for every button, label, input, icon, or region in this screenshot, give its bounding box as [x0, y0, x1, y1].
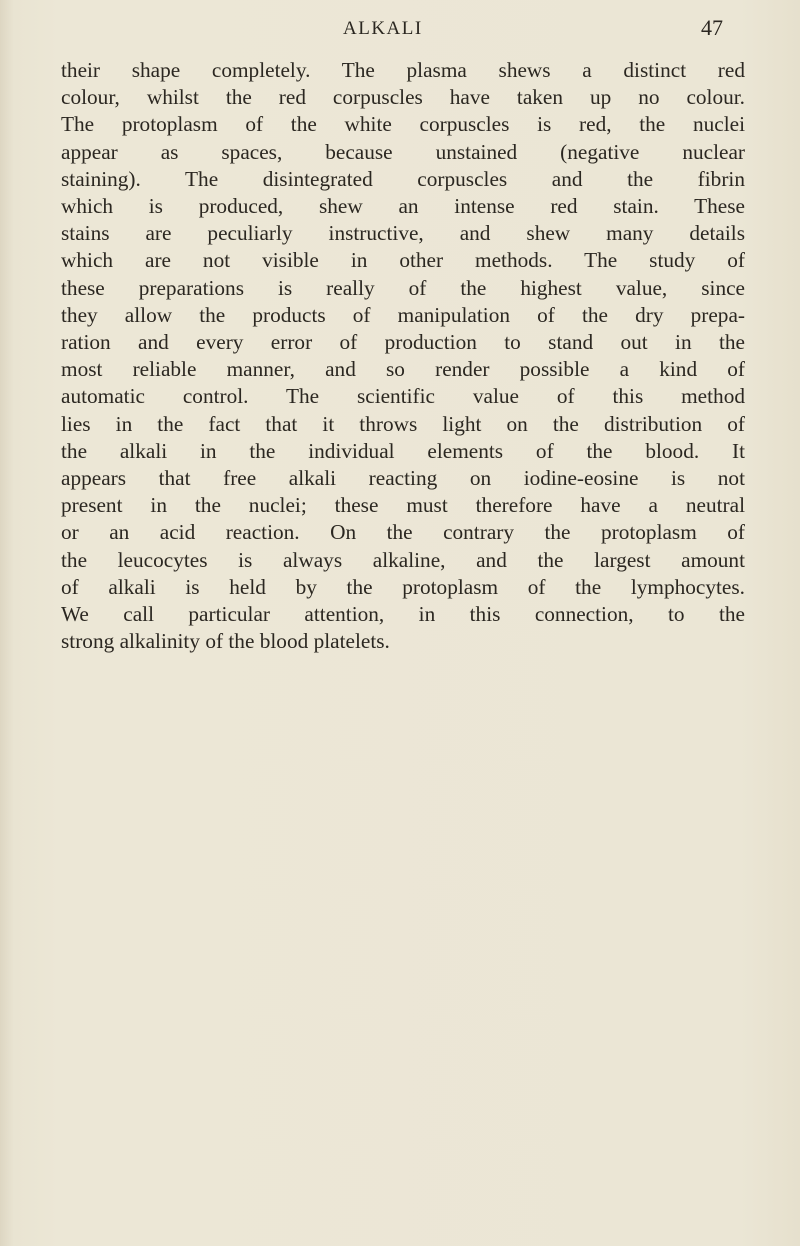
text-line: which is produced, shew an intense red stain. These: [61, 194, 745, 219]
text-line: the leucocytes is always alkaline, and the largest amount: [61, 547, 745, 572]
text-line: strong alkalinity of the blood platelets.: [61, 629, 390, 654]
text-line: they allow the products of manipulation of the dry prepa-: [61, 302, 745, 327]
text-line: their shape completely. The plasma shews a distinct red: [61, 58, 745, 82]
text-line: present in the nuclei; these must therefore have a neutral: [61, 493, 745, 518]
text-line: automatic control. The scientific value of this method: [61, 384, 745, 409]
text-line: The protoplasm of the white corpuscles is red, the nuclei: [61, 112, 745, 137]
text-line: staining). The disintegrated corpuscles and the fibrin: [61, 166, 745, 191]
text-line: appear as spaces, because unstained (negative nuclear: [61, 139, 745, 164]
text-line: appears that free alkali reacting on iodine-eosine is not: [61, 466, 745, 491]
text-line: which are not visible in other methods. The study of: [61, 248, 745, 273]
text-line: the alkali in the individual elements of the blood. It: [61, 438, 745, 463]
text-line: these preparations is really of the highest value, since: [61, 275, 745, 300]
text-line: colour, whilst the red corpuscles have taken up no colour.: [61, 85, 745, 110]
text-line: most reliable manner, and so render possible a kind of: [61, 357, 745, 382]
text-line: or an acid reaction. On the contrary the protoplasm of: [61, 520, 745, 545]
text-line: lies in the fact that it throws light on the distribution of: [61, 411, 745, 436]
text-line: We call particular attention, in this connection, to the: [61, 602, 745, 627]
text-line: ration and every error of production to stand out in the: [61, 330, 745, 355]
page-number: 47: [701, 15, 723, 40]
text-line: of alkali is held by the protoplasm of the lymphocytes.: [61, 574, 745, 599]
body-paragraph: [61, 57, 745, 655]
text-line: stains are peculiarly instructive, and shew many details: [61, 221, 745, 246]
page-header: [0, 14, 800, 44]
running-head: ALKALI: [343, 18, 423, 39]
